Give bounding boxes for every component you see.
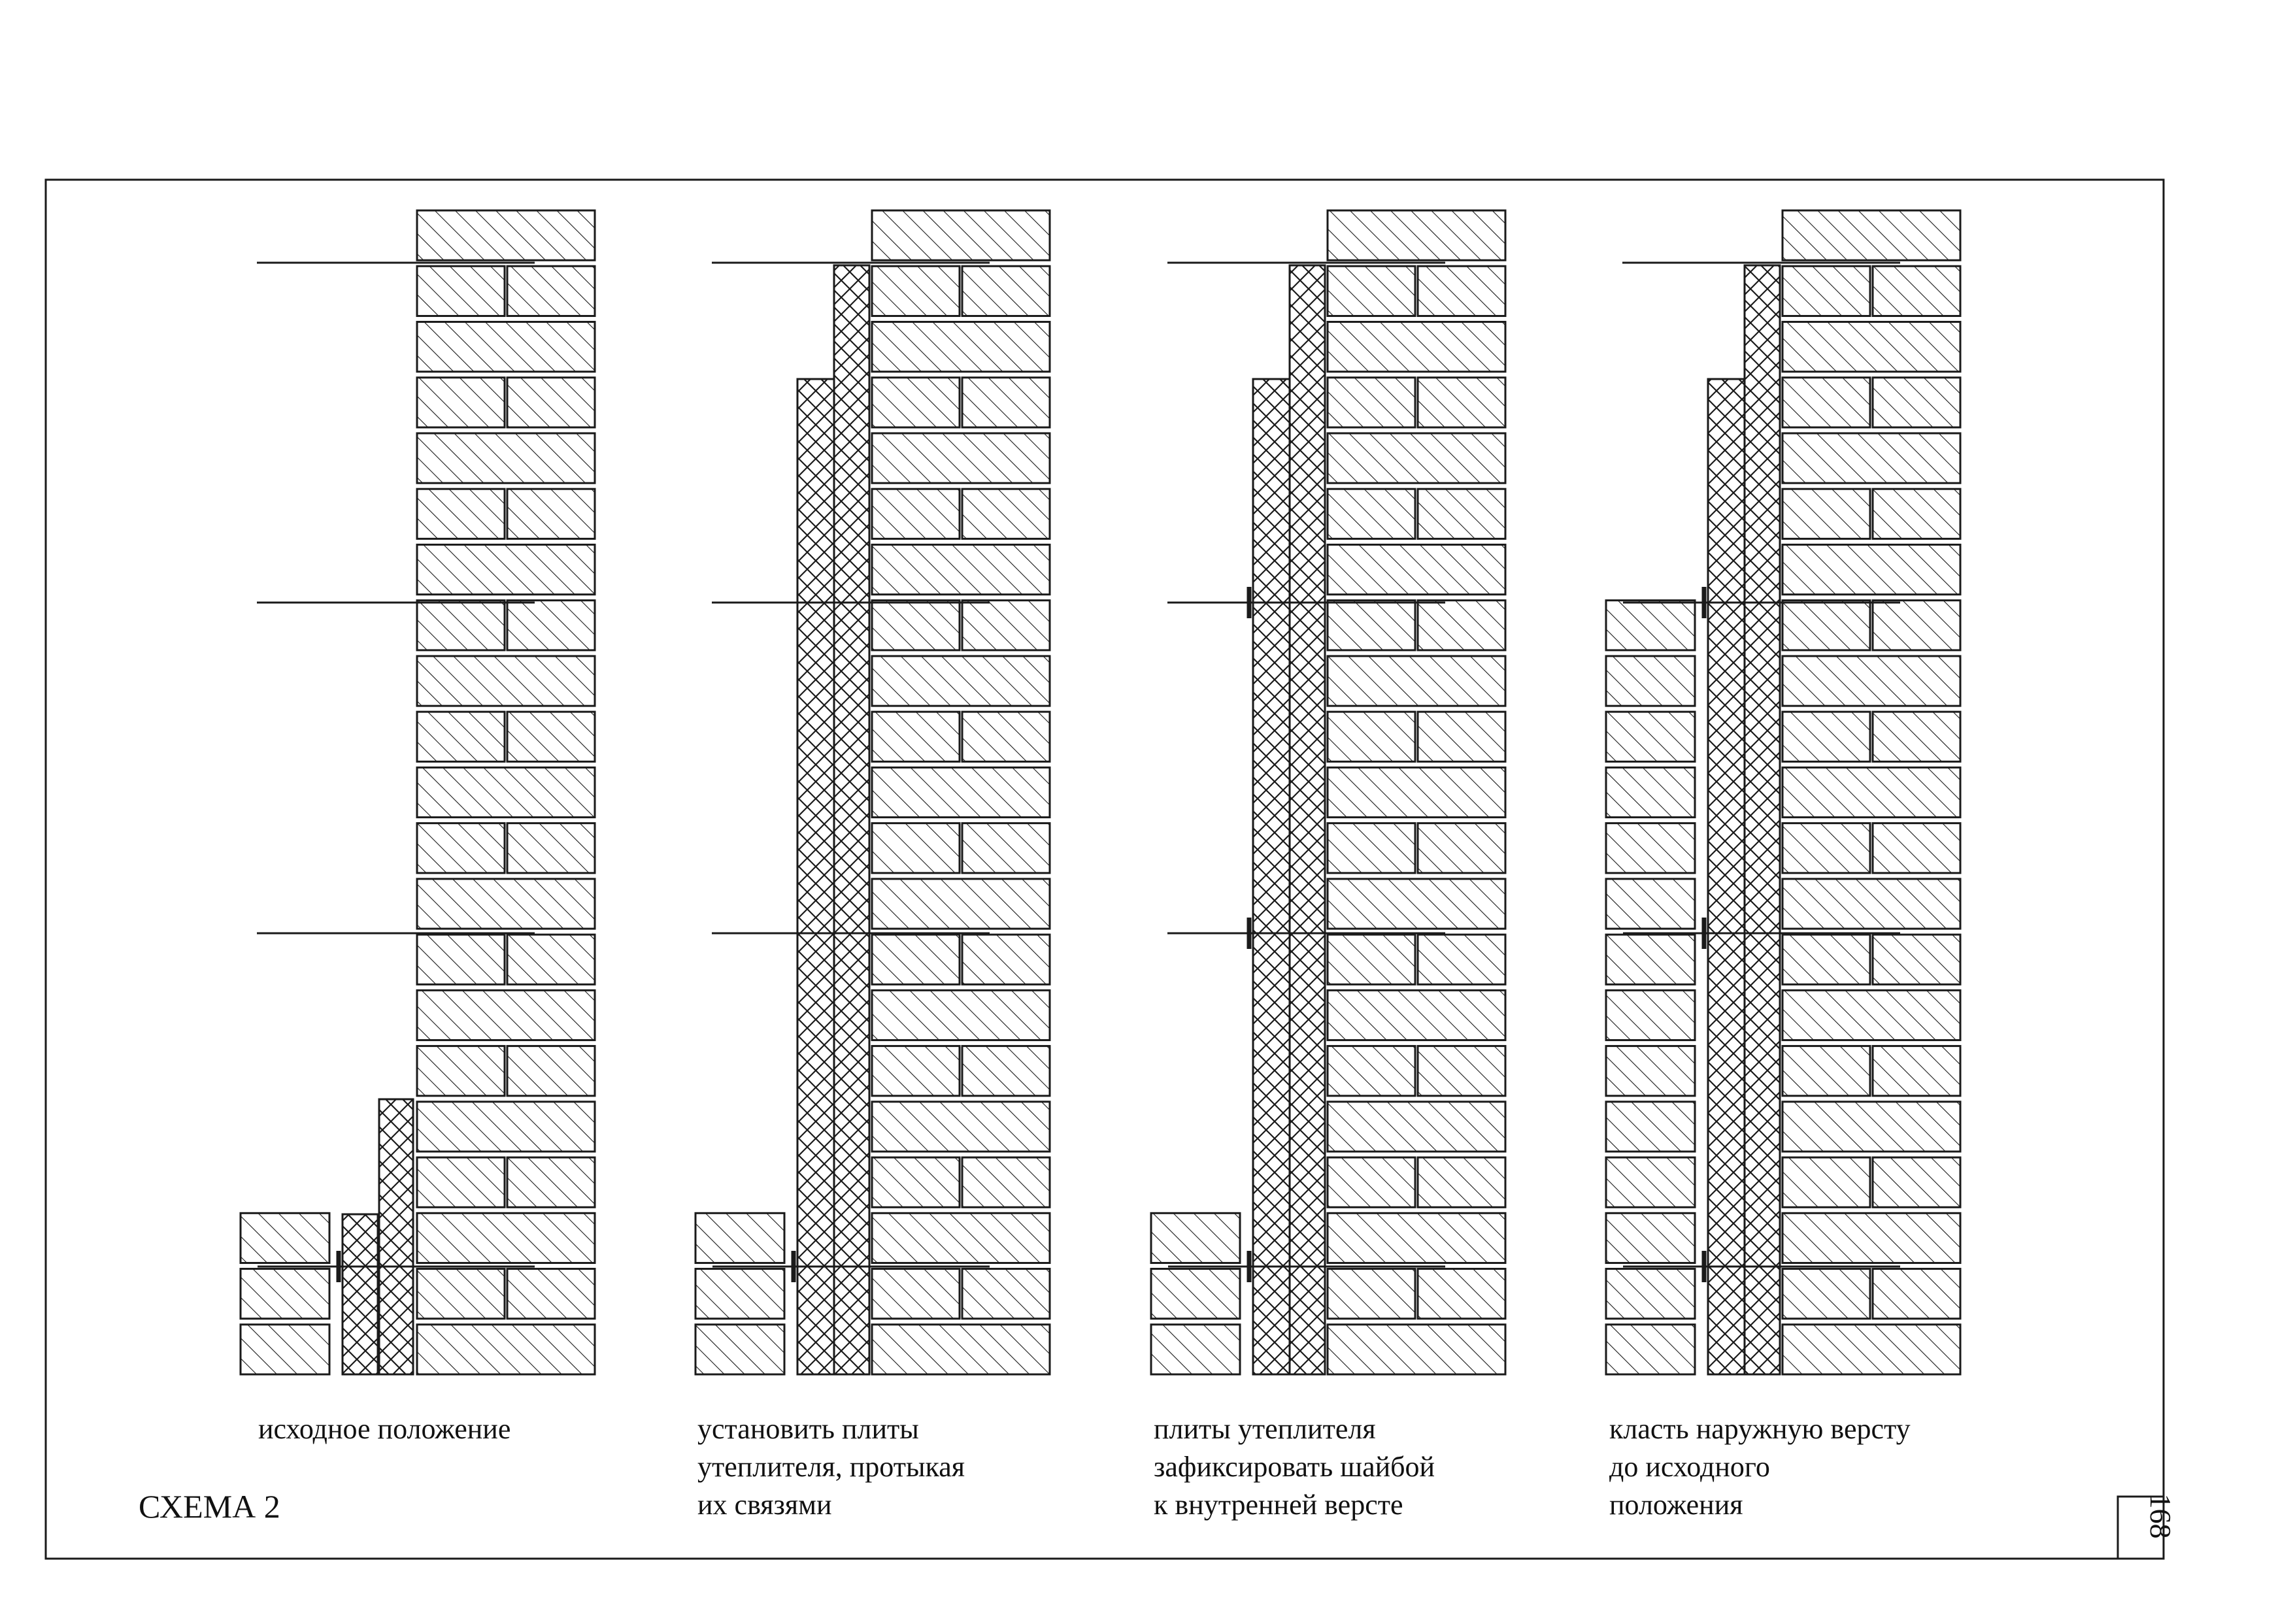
stage-2-caption (697, 1410, 965, 1524)
brick (1418, 1046, 1505, 1096)
brick (962, 601, 1050, 650)
brick (417, 935, 505, 984)
brick (1418, 712, 1505, 761)
brick (1783, 601, 1870, 650)
brick (417, 489, 505, 539)
brick (872, 1046, 960, 1096)
brick (1606, 1325, 1695, 1374)
caption-line: исходное положение (258, 1413, 511, 1445)
brick (1783, 767, 1960, 817)
brick (1606, 601, 1695, 650)
brick (1606, 1046, 1695, 1096)
brick (241, 1325, 329, 1374)
brick (417, 767, 595, 817)
stage-2-wall (695, 210, 1050, 1374)
brick (962, 1046, 1050, 1096)
brick (1873, 823, 1960, 873)
brick (1783, 266, 1870, 316)
brick (872, 767, 1050, 817)
brick (1418, 1269, 1505, 1319)
brick (1606, 656, 1695, 706)
brick (1783, 1213, 1960, 1263)
brick (872, 1269, 960, 1319)
brick (1328, 544, 1505, 594)
brick (507, 266, 595, 316)
brick (872, 601, 960, 650)
stage-1-caption (258, 1410, 510, 1448)
brick (962, 489, 1050, 539)
brick (507, 823, 595, 873)
caption-line: класть наружную версту (1609, 1413, 1911, 1445)
brick (1328, 489, 1415, 539)
brick (1873, 1269, 1960, 1319)
brick (1328, 601, 1415, 650)
brick (1151, 1325, 1240, 1374)
brick (1873, 1046, 1960, 1096)
brick (1783, 322, 1960, 371)
brick (872, 1102, 1050, 1152)
brick (1328, 433, 1505, 483)
brick (1783, 935, 1870, 984)
brick (695, 1325, 784, 1374)
brick (1783, 378, 1870, 427)
caption-line: положения (1609, 1489, 1743, 1521)
brick (417, 1102, 595, 1152)
brick (417, 1269, 505, 1319)
brick (417, 544, 595, 594)
brick (695, 1269, 784, 1319)
brick (417, 712, 505, 761)
stage-1-wall (241, 210, 595, 1374)
scheme-title: СХЕМА 2 (139, 1488, 280, 1525)
brick (1151, 1269, 1240, 1319)
brick (1328, 767, 1505, 817)
brick (1418, 1157, 1505, 1207)
brick (417, 823, 505, 873)
stage-4-wall (1606, 210, 1960, 1374)
brick (1418, 601, 1505, 650)
brick (507, 1269, 595, 1319)
brick (1606, 1213, 1695, 1263)
brick (1873, 712, 1960, 761)
brick (1606, 712, 1695, 761)
brick (1783, 210, 1960, 260)
brick (962, 1157, 1050, 1207)
brick (1606, 1269, 1695, 1319)
insulation-board (343, 1214, 378, 1374)
brick (507, 935, 595, 984)
brick (507, 712, 595, 761)
brick (1328, 1046, 1415, 1096)
brick (1873, 489, 1960, 539)
brick (962, 378, 1050, 427)
brick (962, 712, 1050, 761)
brick (417, 656, 595, 706)
insulation-board (834, 265, 869, 1374)
brick (507, 378, 595, 427)
insulation-board (379, 1099, 413, 1374)
caption-line: установить плиты (697, 1413, 919, 1445)
caption-line: до исходного (1609, 1451, 1770, 1483)
brick (241, 1269, 329, 1319)
brick (872, 712, 960, 761)
brick (1606, 990, 1695, 1040)
brick (1328, 823, 1415, 873)
brick (1783, 823, 1870, 873)
brick (1151, 1213, 1240, 1263)
brick (417, 210, 595, 260)
insulation-board (1253, 379, 1290, 1374)
brick (872, 489, 960, 539)
brick (1783, 990, 1960, 1040)
brick (872, 935, 960, 984)
brick (962, 823, 1050, 873)
brick (241, 1213, 329, 1263)
brick (962, 266, 1050, 316)
brick (1418, 823, 1505, 873)
insulation-board (1708, 379, 1745, 1374)
brick (872, 823, 960, 873)
brick (872, 433, 1050, 483)
brick (1606, 879, 1695, 929)
stage-4-caption (1609, 1410, 1911, 1524)
caption-line: плиты утеплителя (1154, 1413, 1376, 1445)
brick (872, 266, 960, 316)
brick (417, 601, 505, 650)
brick (1606, 935, 1695, 984)
brick (1783, 1157, 1870, 1207)
brick (695, 1213, 784, 1263)
brick (417, 1325, 595, 1374)
brick (872, 1325, 1050, 1374)
brick (1328, 1157, 1415, 1207)
brick (417, 879, 595, 929)
brick (872, 544, 1050, 594)
brick (1328, 322, 1505, 371)
brick (872, 322, 1050, 371)
brick (1783, 1046, 1870, 1096)
brick (1606, 1102, 1695, 1152)
brick (1783, 1102, 1960, 1152)
brick (872, 1213, 1050, 1263)
brick (1783, 1325, 1960, 1374)
stage-3-wall (1151, 210, 1505, 1374)
brick (1873, 1157, 1960, 1207)
brick (1418, 935, 1505, 984)
brick (417, 322, 595, 371)
brick (1873, 266, 1960, 316)
brick (962, 1269, 1050, 1319)
brick (417, 1157, 505, 1207)
brick (1606, 1157, 1695, 1207)
brick (1783, 433, 1960, 483)
caption-line: их связями (697, 1489, 832, 1521)
brick (872, 879, 1050, 929)
insulation-board (797, 379, 834, 1374)
brick (872, 1157, 960, 1207)
brick (1328, 1269, 1415, 1319)
brick (1873, 935, 1960, 984)
brick (507, 489, 595, 539)
brick (962, 935, 1050, 984)
brick (417, 378, 505, 427)
insulation-board (1290, 265, 1325, 1374)
brick (417, 990, 595, 1040)
brick (1783, 489, 1870, 539)
page-number: 168 (2144, 1493, 2177, 1539)
brick (1606, 823, 1695, 873)
brick (417, 1213, 595, 1263)
brick (1328, 1102, 1505, 1152)
caption-line: утеплителя, протыкая (697, 1451, 965, 1483)
brick (1328, 266, 1415, 316)
brick (417, 266, 505, 316)
brick (417, 1046, 505, 1096)
brick (1328, 990, 1505, 1040)
brick (1418, 266, 1505, 316)
brick (1328, 210, 1505, 260)
brick (507, 601, 595, 650)
stage-3-caption (1154, 1410, 1435, 1524)
brick (1328, 656, 1505, 706)
brick (1418, 378, 1505, 427)
caption-line: к внутренней версте (1154, 1489, 1403, 1521)
brick (872, 378, 960, 427)
brick (1783, 656, 1960, 706)
brick (1606, 767, 1695, 817)
brick (417, 433, 595, 483)
brick (872, 990, 1050, 1040)
stage-panels (241, 210, 2164, 1559)
brick (1783, 879, 1960, 929)
brick (507, 1046, 595, 1096)
brick (507, 1157, 595, 1207)
brick (1873, 601, 1960, 650)
brick (1783, 544, 1960, 594)
caption-line: зафиксировать шайбой (1154, 1451, 1435, 1483)
brick (1328, 935, 1415, 984)
brick (872, 210, 1050, 260)
brick (1328, 1213, 1505, 1263)
brick (1418, 489, 1505, 539)
brick (1328, 1325, 1505, 1374)
brick (1328, 712, 1415, 761)
brick (1328, 378, 1415, 427)
brick (1328, 879, 1505, 929)
brick (872, 656, 1050, 706)
insulation-board (1745, 265, 1780, 1374)
brick (1873, 378, 1960, 427)
brick (1783, 1269, 1870, 1319)
brick (1783, 712, 1870, 761)
